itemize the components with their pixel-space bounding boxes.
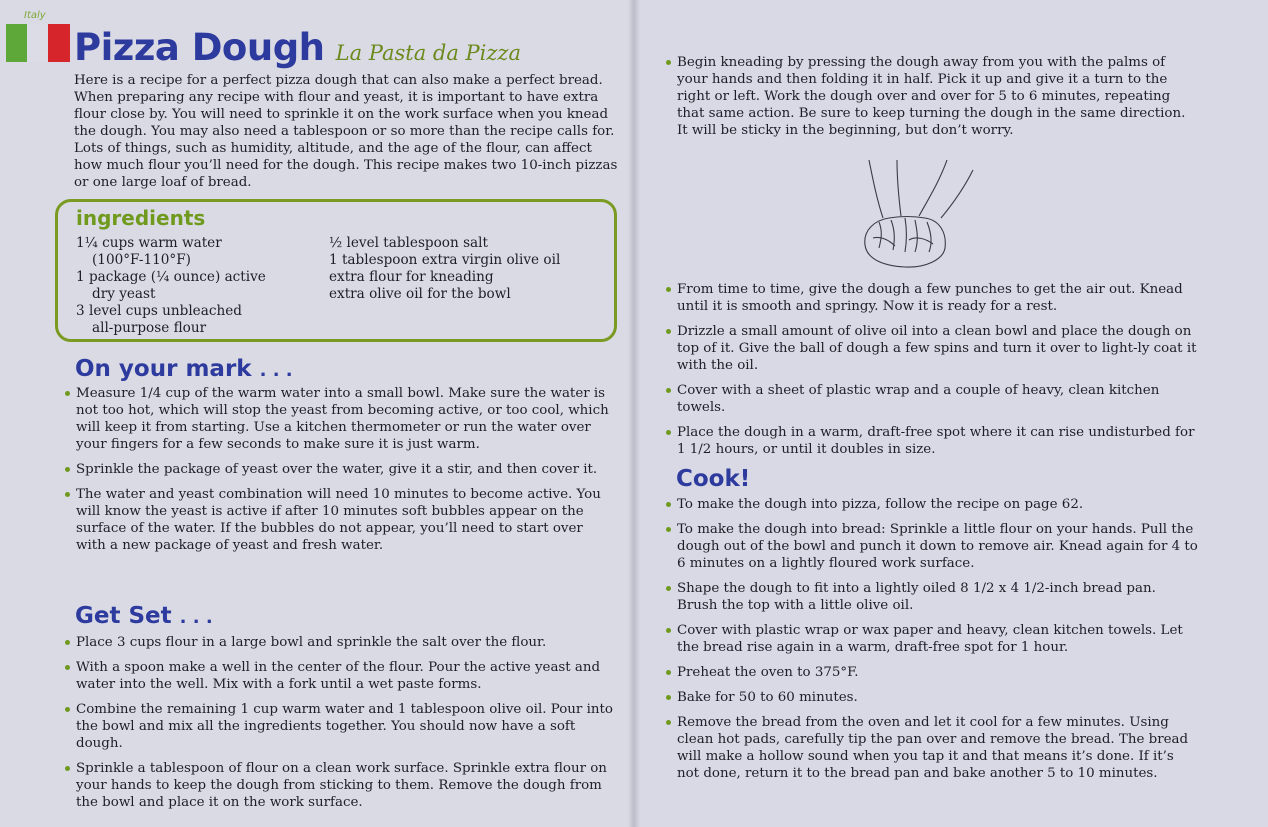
- step-item: To make the dough into bread: Sprinkle a little flour on your hands. Pull the dough out of the bowl and punch it down to remove air. Knead again for 4 to 6 minutes on a lightly floured work surface.: [665, 521, 1200, 572]
- ingredient-item: ½ level tablespoon salt: [329, 235, 488, 251]
- ingredient-item: 1 package (¼ ounce) active dry yeast: [76, 269, 266, 302]
- ingredient-item: extra flour for kneading: [329, 269, 494, 285]
- book-gutter: [628, 0, 640, 827]
- ingredient-item: 1¼ cups warm water (100°F-110°F): [76, 235, 222, 268]
- step-item: Begin kneading by pressing the dough away from you with the palms of your hands and then folding it in half. Pick it up and give it a turn to the right or left. Work the dough over and over for 5 to 6 minutes, repeating that same action. Be sure to keep turning the dough in the same direction. It will be sticky in the beginning, but don’t worry.: [665, 54, 1200, 139]
- country-label: Italy: [24, 10, 46, 21]
- cook-heading: Cook!: [676, 466, 751, 492]
- get-set-steps: [64, 634, 616, 811]
- page-title: Pizza Dough: [74, 26, 325, 69]
- kneading-steps-after: [665, 281, 1200, 458]
- step-item: Sprinkle the package of yeast over the water, give it a stir, and then cover it.: [64, 461, 616, 478]
- step-item: Preheat the oven to 375°F.: [665, 664, 1200, 681]
- step-item: Drizzle a small amount of olive oil into a clean bowl and place the dough on top of it. Give the ball of dough a few spins and turn it over to light-ly coat it with the oil.: [665, 323, 1200, 374]
- step-item: From time to time, give the dough a few punches to get the air out. Knead until it is smooth and springy. Now it is ready for a rest.: [665, 281, 1200, 315]
- page-subtitle: La Pasta da Pizza: [335, 41, 522, 65]
- ingredients-column-1: [76, 235, 316, 337]
- ingredients-heading: ingredients: [76, 206, 206, 230]
- on-your-mark-steps: [64, 385, 616, 554]
- step-item: Sprinkle a tablespoon of flour on a clean work surface. Sprinkle extra flour on your hands to keep the dough from sticking to them. Remove the dough from the bowl and place it on the work surface.: [64, 760, 616, 811]
- step-item: The water and yeast combination will need 10 minutes to become active. You will know the yeast is active if after 10 minutes soft bubbles appear on the surface of the water. If the bubbles do not appear, you’ll need to start over with a new package of yeast and fresh water.: [64, 486, 616, 554]
- kneading-steps-before: [665, 54, 1200, 139]
- step-item: Combine the remaining 1 cup warm water and 1 tablespoon olive oil. Pour into the bowl and mix all the ingredients together. You should now have a soft dough.: [64, 701, 616, 752]
- on-your-mark-heading: On your mark . . .: [75, 356, 293, 382]
- step-item: Bake for 50 to 60 minutes.: [665, 689, 1200, 706]
- ingredient-item: 3 level cups unbleached all-purpose flour: [76, 303, 242, 336]
- ingredients-box: [55, 199, 617, 342]
- ingredient-item: 1 tablespoon extra virgin olive oil: [329, 252, 561, 268]
- get-set-heading: Get Set . . .: [75, 603, 213, 629]
- step-item: Place the dough in a warm, draft-free spot where it can rise undisturbed for 1 1/2 hours, or until it doubles in size.: [665, 424, 1200, 458]
- intro-paragraph: Here is a recipe for a perfect pizza dough that can also make a perfect bread. When preparing any recipe with flour and yeast, it is important to have extra flour close by. You will need to sprinkle it on the work surface when you knead the dough. You may also need a tablespoon or so more than the recipe calls for. Lots of things, such as humidity, altitude, and the age of the flour, can affect how much flour you’ll need for the dough. This recipe makes two 10-inch pizzas or one large loaf of bread.: [74, 73, 618, 190]
- cook-steps: [665, 496, 1200, 782]
- italy-flag-icon: [6, 24, 68, 62]
- step-item: Place 3 cups flour in a large bowl and sprinkle the salt over the flour.: [64, 634, 616, 651]
- step-item: Cover with a sheet of plastic wrap and a couple of heavy, clean kitchen towels.: [665, 382, 1200, 416]
- step-item: Remove the bread from the oven and let it cool for a few minutes. Using clean hot pads, carefully tip the pan over and remove the bread. The bread will make a hollow sound when you tap it and that means it’s done. If it’s not done, return it to the bread pan and bake another 5 to 10 minutes.: [665, 714, 1200, 782]
- step-item: Cover with plastic wrap or wax paper and heavy, clean kitchen towels. Let the bread rise again in a warm, draft-free spot for 1 hour.: [665, 622, 1200, 656]
- step-item: To make the dough into pizza, follow the recipe on page 62.: [665, 496, 1200, 513]
- step-item: Shape the dough to fit into a lightly oiled 8 1/2 x 4 1/2-inch bread pan. Brush the top with a little olive oil.: [665, 580, 1200, 614]
- ingredient-item: extra olive oil for the bowl: [329, 286, 511, 302]
- step-item: Measure 1/4 cup of the warm water into a small bowl. Make sure the water is not too hot, which will stop the yeast from becoming active, or too cool, which will keep it from starting. Use a kitchen thermometer or run the water over your fingers for a few seconds to make sure it is just warm.: [64, 385, 616, 453]
- ingredients-column-2: [329, 235, 609, 303]
- step-item: With a spoon make a well in the center of the flour. Pour the active yeast and water into the well. Mix with a fork until a wet paste forms.: [64, 659, 616, 693]
- recipe-title: [74, 26, 521, 69]
- kneading-hands-illustration: [855, 160, 975, 272]
